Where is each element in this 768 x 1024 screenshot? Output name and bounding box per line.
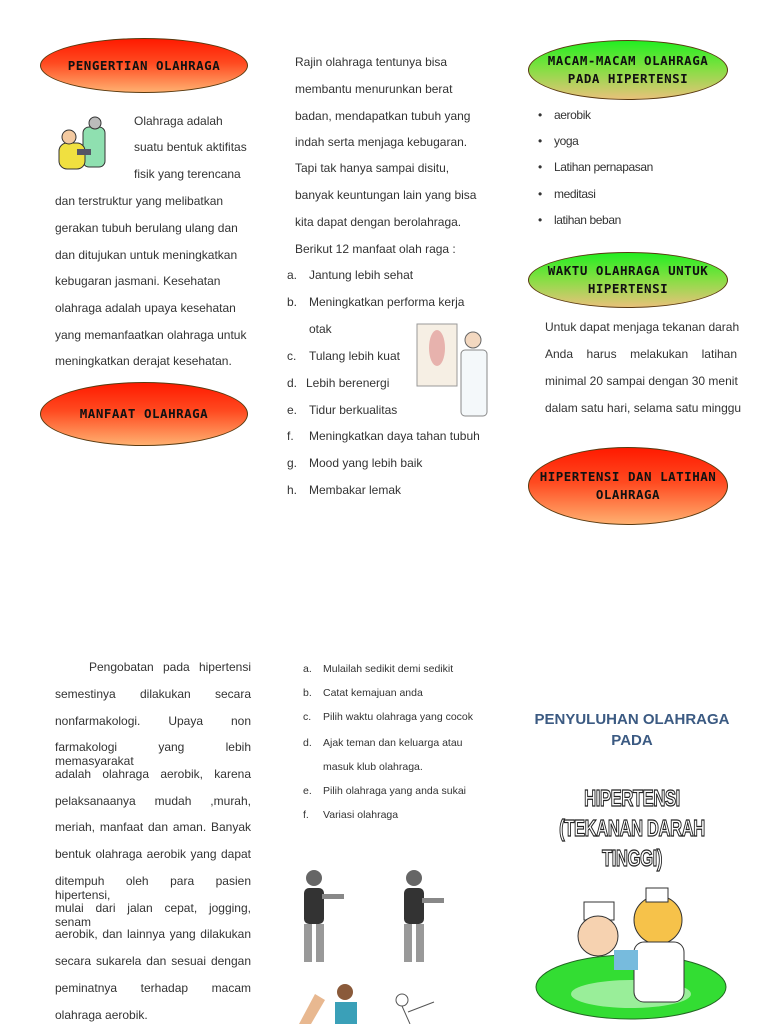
text-line: meningkatkan derajat kesehatan. [55,354,232,368]
list-label: d. [287,376,298,390]
list-label: g. [287,456,298,470]
exercise-figure-illustration [292,868,348,966]
list-item: Latihan pernapasan [554,160,653,174]
text-line: pelaksanaanya mudah ,murah, [55,794,251,808]
text-line: Rajin olahraga tentunya bisa [295,55,448,69]
list-label: b. [303,687,312,699]
text-line: olahraga adalah upaya kesehatan [55,301,236,315]
list-label: a. [303,663,312,675]
text-line: kebugaran jasmani. Kesehatan [55,274,221,288]
nurse-cartoon-illustration [534,880,730,1024]
heading-text: PENGERTIAN OLAHRAGA [67,57,221,73]
text-line: aerobik, dan lainnya yang dilakukan [55,927,251,941]
bullet: • [538,213,543,227]
text-line: secara sukarela dan sesuai dengan [55,954,251,968]
list-label: h. [287,483,298,497]
text-line: yang memanfaatkan olahraga untuk [55,328,247,342]
text-line: dan terstruktur yang melibatkan [55,194,224,208]
list-label: f. [303,809,309,821]
text-line: peminatnya terhadap macam [55,981,251,995]
heading-hipertensi-latihan [528,447,728,525]
list-label: e. [287,403,298,417]
text-line: Anda harus melakukan latihan [545,347,737,361]
text-line: kita dapat dengan berolahraga. [295,215,462,229]
text-line: gerakan tubuh berulang ulang dan [55,221,238,235]
list-item: meditasi [554,187,596,201]
text-line: membantu menurunkan berat [295,82,453,96]
list-item: Ajak teman dan keluarga atau [323,737,463,749]
list-label: a. [287,268,298,282]
text-line: badan, mendapatkan tubuh yang [295,109,471,123]
text-line: olahraga aerobik. [55,1008,148,1022]
bullet: • [538,134,543,148]
text-line: ditempuh oleh para pasien hipertensi, [55,874,251,902]
text-line: minimal 20 sampai dengan 30 menit [545,374,738,388]
text-line: suatu bentuk aktifitas [134,140,247,154]
cover-subtitle [559,783,706,873]
list-label: c. [303,711,312,723]
exercise-figure-illustration [388,868,446,966]
list-item: Mulailah sedikit demi sedikit [323,663,454,675]
list-label: c. [287,349,297,363]
text-line: adalah olahraga aerobik, karena [55,767,251,781]
list-label: f. [287,429,294,443]
list-item: masuk klub olahraga. [323,761,423,773]
heading-pengertian [40,38,248,93]
list-label: b. [287,295,298,309]
heading-line: WAKTU OLAHRAGA UNTUK [547,263,709,278]
heading-macam-olahraga [528,40,728,100]
text-line: Untuk dapat menjaga tekanan darah [545,320,740,334]
doctor-anatomy-chart-illustration [415,318,497,420]
bullet: • [538,108,543,122]
text-line: indah serta menjaga kebugaran. [295,135,468,149]
text-line: bentuk olahraga aerobik yang dapat [55,847,251,861]
heading-manfaat [40,382,248,446]
list-item: Meningkatkan daya tahan tubuh [309,429,480,443]
bullet: • [538,160,543,174]
cover-title-line: PADA [611,732,653,749]
list-label: e. [303,785,312,797]
list-item: Pilih olahraga yang anda sukai [323,785,467,797]
stretching-figure-illustration [390,990,442,1024]
text-line: farmakologi yang lebih memasyarakat [55,740,251,768]
list-item: Pilih waktu olahraga yang cocok [323,711,474,723]
text-line: Olahraga adalah [134,114,223,128]
nurse-patient-illustration [55,115,127,170]
cover-title [530,709,734,751]
list-item: Meningkatkan performa kerja [309,295,465,309]
stretching-woman-illustration [295,980,371,1024]
list-item: Catat kemajuan anda [323,687,423,699]
cover-subtitle-line: HIPERTENSI [584,785,680,811]
cover-title-line: PENYULUHAN OLAHRAGA [534,711,730,728]
list-item: Tulang lebih kuat [309,349,400,363]
heading-line: OLAHRAGA [595,487,661,502]
list-item: aerobik [554,108,591,122]
list-item: Tidur berkualitas [309,403,398,417]
bullet: • [538,187,543,201]
text-line: fisik yang terencana [134,167,241,181]
text-line: Berikut 12 manfaat olah raga : [295,242,456,256]
heading-line: PADA HIPERTENSI [567,71,689,86]
list-item: otak [309,322,332,336]
text-line: meriah, manfaat dan aman. Banyak [55,820,251,834]
text-line: Pengobatan pada hipertensi [89,660,251,674]
heading-line: HIPERTENSI DAN LATIHAN [539,469,717,484]
heading-text: MANFAAT OLAHRAGA [79,406,209,421]
text-line: banyak keuntungan lain yang bisa [295,188,477,202]
list-item: Variasi olahraga [323,809,399,821]
list-label: d. [303,737,312,749]
text-line: Tapi tak hanya sampai disitu, [295,161,450,175]
list-item: Lebih berenergi [306,376,390,390]
list-item: latihan beban [554,213,621,227]
heading-line: HIPERTENSI [587,281,669,296]
list-item: Jantung lebih sehat [309,268,414,282]
list-item: yoga [554,134,579,148]
text-line: dalam satu hari, selama satu minggu [545,401,742,415]
cover-subtitle-line: (TEKANAN DARAH TINGGI) [559,815,705,871]
text-line: semestinya dilakukan secara [55,687,251,701]
heading-line: MACAM-MACAM OLAHRAGA [547,53,709,68]
text-line: nonfarmakologi. Upaya non [55,714,251,728]
heading-waktu-olahraga [528,252,728,308]
text-line: dan ditujukan untuk meningkatkan [55,248,238,262]
text-line: mulai dari jalan cepat, jogging, senam [55,901,251,929]
list-item: Membakar lemak [309,483,402,497]
list-item: Mood yang lebih baik [309,456,423,470]
